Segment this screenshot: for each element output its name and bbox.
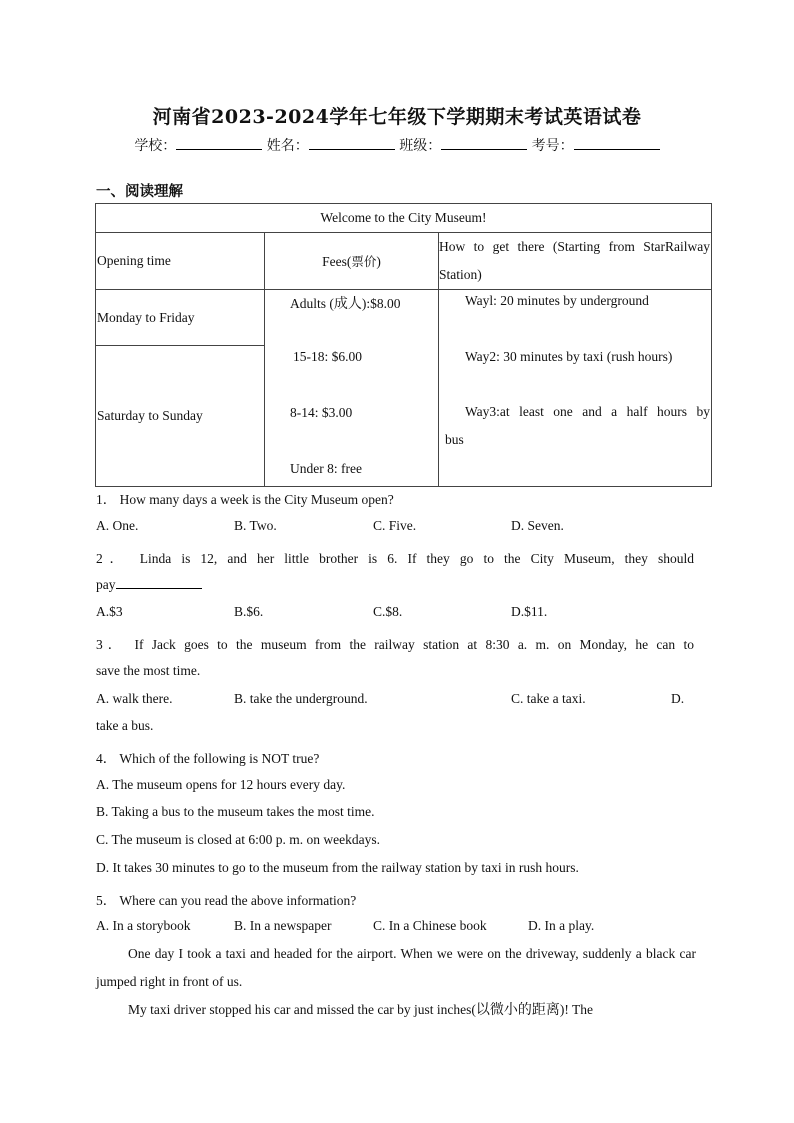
q2-option-c[interactable]: C.$8.	[373, 604, 403, 619]
fee-adults-prefix: Adults (	[290, 296, 334, 311]
ways-cell	[439, 290, 712, 487]
weekend-cell: Saturday to Sunday	[96, 346, 265, 487]
passage-p1-text: One day I took a taxi and headed for the airport. When we were on the driveway, suddenly a black car jumped right in front of us.	[96, 946, 696, 989]
class-label: 班级：	[399, 138, 442, 154]
q2-option-d[interactable]: D.$11.	[511, 604, 548, 619]
student-info-line	[0, 135, 794, 155]
q2-answer-blank[interactable]	[116, 578, 202, 589]
q5-option-a[interactable]: A. In a storybook	[96, 918, 191, 933]
fee-teen: 15-18: $6.00	[293, 349, 362, 364]
q1-option-a[interactable]: A. One.	[96, 518, 139, 533]
way-3-line1: Way3:at least one and a half hours by	[465, 404, 710, 419]
way-1: Wayl: 20 minutes by underground	[465, 293, 649, 308]
fees-prefix: Fees(	[322, 254, 352, 269]
school-label: 学校：	[134, 138, 177, 154]
fee-under-8: Under 8: free	[290, 461, 362, 476]
q3-stem-line2: save the most time.	[96, 663, 201, 678]
name-blank[interactable]	[309, 137, 395, 150]
museum-notice-table	[95, 203, 712, 487]
q1-stem: 1． How many days a week is the City Museum open?	[96, 492, 394, 507]
fees-cjk: 票价	[351, 254, 377, 269]
weekday-cell: Monday to Friday	[96, 290, 265, 346]
q3-option-d-text[interactable]: take a bus.	[96, 718, 154, 733]
school-blank[interactable]	[176, 137, 262, 150]
q4-stem: 4． Which of the following is NOT true?	[96, 751, 320, 766]
name-label: 姓名：	[266, 138, 309, 154]
fees-cell	[265, 290, 439, 487]
header-how-to-get-there	[439, 233, 712, 290]
header-opening-time: Opening time	[96, 233, 265, 290]
q2-stem-line2	[96, 577, 202, 593]
fees-suffix: )	[376, 254, 381, 269]
q4-option-a[interactable]: A. The museum opens for 12 hours every day.	[96, 777, 346, 792]
class-blank[interactable]	[441, 137, 527, 150]
fee-adults	[290, 293, 438, 349]
passage-p2-text: My taxi driver stopped his car and missed the car by just inches(	[128, 1002, 476, 1017]
q4-option-c[interactable]: C. The museum is closed at 6:00 p. m. on weekdays.	[96, 832, 380, 847]
exam-number-blank[interactable]	[574, 137, 660, 150]
q5-option-d[interactable]: D. In a play.	[528, 918, 595, 933]
way-3-line2: bus	[445, 432, 464, 447]
passage-p2-cjk: 以微小的距离	[475, 1002, 560, 1018]
page-title: 河南省2023-2024学年七年级下学期期末考试英语试卷	[152, 106, 642, 128]
q5-option-b[interactable]: B. In a newspaper	[234, 918, 332, 933]
way-2: Way2: 30 minutes by taxi (rush hours)	[465, 349, 673, 364]
fee-child: 8-14: $3.00	[290, 405, 353, 420]
q2-pay-text: pay	[96, 577, 116, 592]
q2-option-a[interactable]: A.$3	[96, 604, 123, 619]
q3-option-a[interactable]: A. walk there.	[96, 691, 173, 706]
passage-paragraph-2	[96, 996, 696, 1024]
header-fees	[265, 233, 439, 290]
q5-stem: 5． Where can you read the above information?	[96, 893, 357, 908]
notice-heading: Welcome to the City Museum!	[96, 204, 712, 233]
section-heading: 一、阅读理解	[96, 184, 183, 200]
q4-option-b[interactable]: B. Taking a bus to the museum takes the most time.	[96, 804, 375, 819]
q3-option-d[interactable]: D.	[671, 691, 685, 706]
q1-option-b[interactable]: B. Two.	[234, 518, 277, 533]
exam-number-label: 考号：	[531, 138, 574, 154]
q1-option-d[interactable]: D. Seven.	[511, 518, 564, 533]
q1-option-c[interactable]: C. Five.	[373, 518, 417, 533]
q2-stem: 2． Linda is 12, and her little brother is 6. If they go to the City Museum, they should	[96, 551, 694, 566]
q3-option-b[interactable]: B. take the underground.	[234, 691, 368, 706]
passage-p2-end: )! The	[559, 1002, 594, 1017]
q4-option-d[interactable]: D. It takes 30 minutes to go to the museum from the railway station by taxi in rush hours.	[96, 860, 579, 875]
q5-option-c[interactable]: C. In a Chinese book	[373, 918, 487, 933]
how-text: How to get there (Starting from StarRailway Station)	[439, 239, 710, 282]
q3-option-c[interactable]: C. take a taxi.	[511, 691, 586, 706]
fee-adults-cjk: 成人	[333, 296, 362, 312]
q3-stem: 3． If Jack goes to the museum from the railway station at 8:30 a. m. on Monday, he can to	[96, 637, 694, 652]
fee-adults-suffix: ):$8.00	[361, 296, 401, 311]
passage-paragraph-1	[96, 940, 696, 996]
q2-option-b[interactable]: B.$6.	[234, 604, 264, 619]
